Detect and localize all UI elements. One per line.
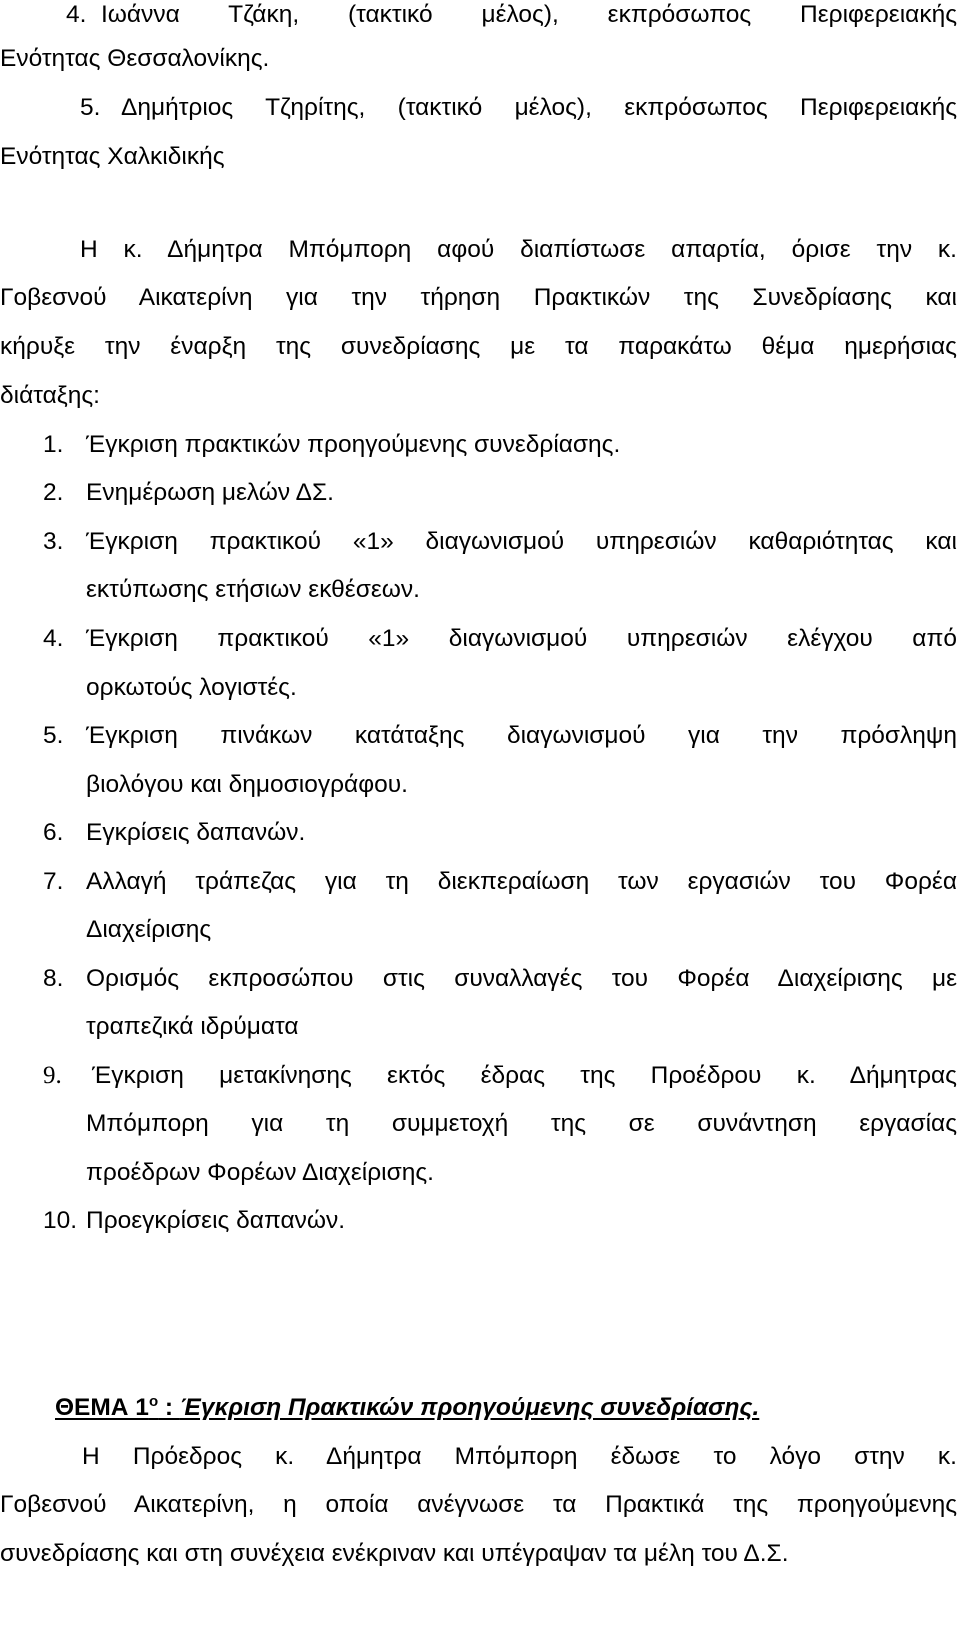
agenda-number: 3.: [43, 528, 64, 555]
agenda-number: 4.: [43, 625, 64, 652]
member-4-number: 4.: [66, 1, 87, 28]
agenda-item-9-line1: Έγκριση μετακίνησης εκτός έδρας της Προέδρου κ. Δήμητρας: [92, 1062, 957, 1089]
agenda-number: 5.: [43, 722, 64, 749]
topic-separator: :: [158, 1394, 180, 1421]
intro-line-2: Γοβεσνού Αικατερίνη για την τήρηση Πρακτικών της Συνεδρίασης και: [0, 284, 957, 311]
agenda-number: 7.: [43, 868, 64, 895]
agenda-item-5-line2: βιολόγου και δημοσιογράφου.: [86, 771, 408, 798]
agenda-item-8-line1: Ορισμός εκπροσώπου στις συναλλαγές του Φορέα Διαχείρισης με: [86, 965, 957, 992]
closing-line-2: Γοβεσνού Αικατερίνη, η οποία ανέγνωσε τα Πρακτικά της προηγούμενης: [0, 1491, 957, 1518]
agenda-number: 2.: [43, 479, 64, 506]
topic-superscript: ο: [148, 1393, 159, 1410]
agenda-item-7-line1: Αλλαγή τράπεζας για τη διεκπεραίωση των εργασιών του Φορέα: [86, 868, 957, 895]
topic-prefix: ΘΕΜΑ 1: [55, 1394, 149, 1421]
intro-line-1: Η κ. Δήμητρα Μπόμπορη αφού διαπίστωσε απαρτία, όρισε την κ.: [80, 236, 957, 263]
agenda-item-3-line2: εκτύπωσης ετήσιων εκθέσεων.: [86, 576, 420, 603]
agenda-item-1: Έγκριση πρακτικών προηγούμενης συνεδρίασης.: [86, 431, 621, 458]
agenda-item-9-line2: Μπόμπορη για τη συμμετοχή της σε συνάντηση εργασίας: [86, 1110, 957, 1137]
member-5-line2: Ενότητας Χαλκιδικής: [0, 143, 225, 170]
member-4-line2: Ενότητας Θεσσαλονίκης.: [0, 45, 270, 72]
agenda-number: 10.: [43, 1207, 78, 1234]
closing-line-3: συνεδρίασης και στη συνέχεια ενέκριναν και υπέγραψαν τα μέλη του Δ.Σ.: [0, 1540, 789, 1567]
agenda-item-7-line2: Διαχείρισης: [86, 916, 212, 943]
agenda-item-10: Προεγκρίσεις δαπανών.: [86, 1207, 346, 1234]
agenda-number: 9.: [43, 1062, 62, 1089]
agenda-item-5-line1: Έγκριση πινάκων κατάταξης διαγωνισμού για την πρόσληψη: [86, 722, 957, 749]
closing-line-1: Η Πρόεδρος κ. Δήμητρα Μπόμπορη έδωσε το λόγο στην κ.: [82, 1443, 957, 1470]
agenda-number: 1.: [43, 431, 64, 458]
member-4-line1: Ιωάννα Τζάκη, (τακτικό μέλος), εκπρόσωπος Περιφερειακής: [101, 1, 957, 28]
agenda-item-2: Ενημέρωση μελών ΔΣ.: [86, 479, 334, 506]
member-5-line1: Δημήτριος Τζηρίτης, (τακτικό μέλος), εκπρόσωπος Περιφερειακής: [121, 94, 957, 121]
agenda-item-4-line1: Έγκριση πρακτικού «1» διαγωνισμού υπηρεσιών ελέγχου από: [86, 625, 957, 652]
topic-title: Έγκριση Πρακτικών προηγούμενης συνεδρίασης.: [179, 1394, 760, 1421]
agenda-item-9-line3: προέδρων Φορέων Διαχείρισης.: [86, 1159, 434, 1186]
agenda-item-4-line2: ορκωτούς λογιστές.: [86, 674, 297, 701]
intro-line-4: διάταξης:: [0, 382, 100, 409]
agenda-number: 6.: [43, 819, 64, 846]
agenda-item-6: Εγκρίσεις δαπανών.: [86, 819, 306, 846]
agenda-number: 8.: [43, 965, 64, 992]
topic-heading: [55, 1393, 759, 1423]
member-5-number: 5.: [80, 94, 101, 121]
agenda-item-8-line2: τραπεζικά ιδρύματα: [86, 1013, 299, 1040]
agenda-item-3-line1: Έγκριση πρακτικού «1» διαγωνισμού υπηρεσιών καθαριότητας και: [86, 528, 957, 555]
intro-line-3: κήρυξε την έναρξη της συνεδρίασης με τα παρακάτω θέμα ημερήσιας: [0, 333, 957, 360]
